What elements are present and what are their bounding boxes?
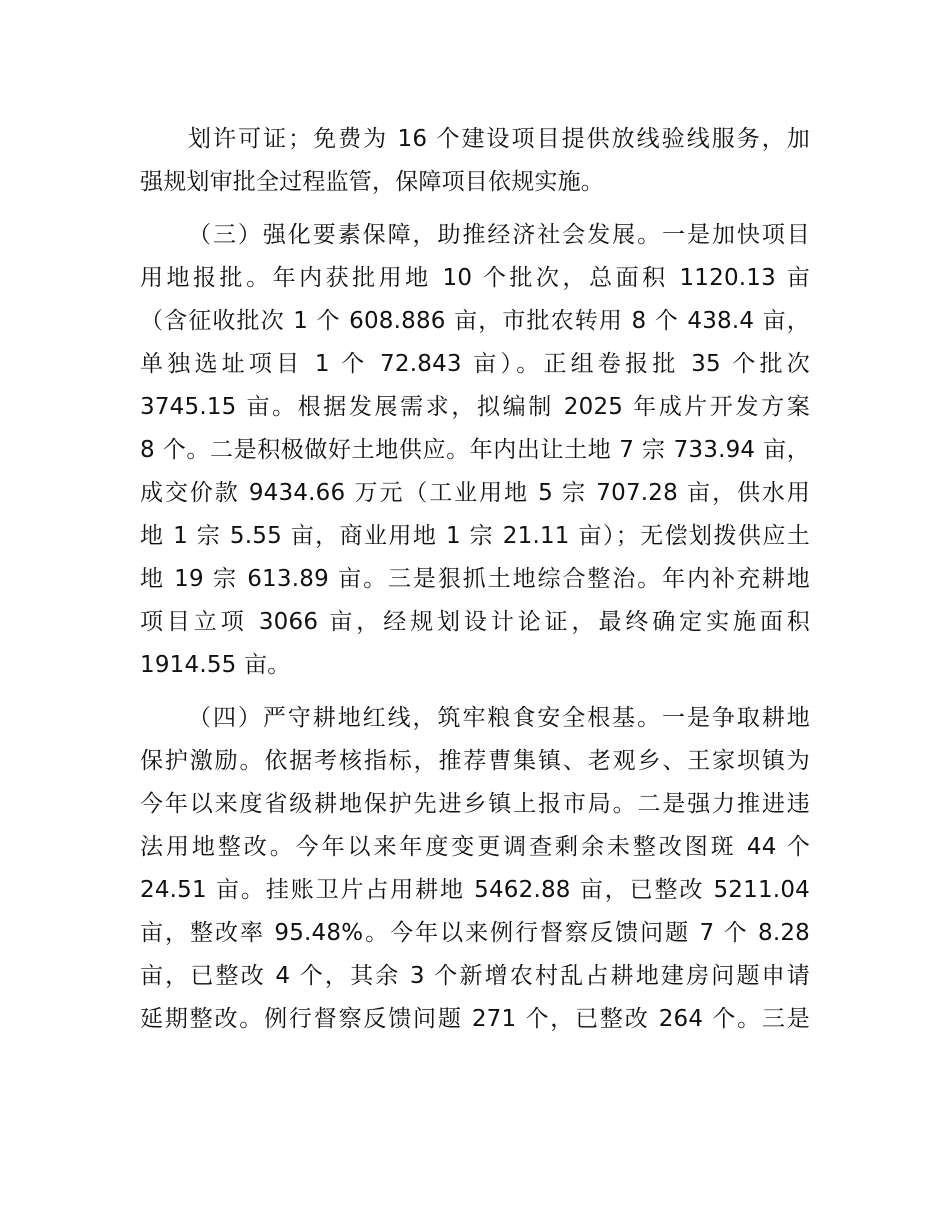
paragraph-2-line-11: 1914.55 亩。 <box>140 652 291 678</box>
paragraph-2-line-10: 项目立项 3066 亩，经规划设计论证，最终确定实施面积 <box>140 609 810 635</box>
paragraph-2-line-2: 用地报批。年内获批用地 10 个批次，总面积 1120.13 亩 <box>140 265 810 291</box>
paragraph-3-line-4: 法用地整改。今年以来年度变更调查剩余未整改图斑 44 个 <box>140 834 810 860</box>
paragraph-3-line-5: 24.51 亩。挂账卫片占用耕地 5462.88 亩，已整改 5211.04 <box>140 877 810 903</box>
paragraph-2-line-8: 地 1 宗 5.55 亩，商业用地 1 宗 21.11 亩）；无偿划拨供应土 <box>140 523 810 549</box>
paragraph-2-line-9: 地 19 宗 613.89 亩。三是狠抓土地综合整治。年内补充耕地 <box>140 566 810 592</box>
paragraph-3-line-2: 保护激励。依据考核指标，推荐曹集镇、老观乡、王家坝镇为 <box>140 748 810 774</box>
paragraph-3-line-7: 亩，已整改 4 个，其余 3 个新增农村乱占耕地建房问题申请 <box>140 963 810 989</box>
paragraph-3-line-3: 今年以来度省级耕地保护先进乡镇上报市局。二是强力推进违 <box>140 791 810 817</box>
paragraph-2-line-3: （含征收批次 1 个 608.886 亩，市批农转用 8 个 438.4 亩， <box>140 308 810 334</box>
paragraph-3-line-1: （四）严守耕地红线，筑牢粮食安全根基。一是争取耕地 <box>188 705 810 731</box>
paragraph-1-line-2: 强规划审批全过程监管，保障项目依规实施。 <box>140 169 604 195</box>
paragraph-3-line-8: 延期整改。例行督察反馈问题 271 个，已整改 264 个。三是 <box>140 1006 810 1032</box>
paragraph-2-line-4: 单独选址项目 1 个 72.843 亩）。正组卷报批 35 个批次 <box>140 351 810 377</box>
paragraph-2-line-7: 成交价款 9434.66 万元（工业用地 5 宗 707.28 亩，供水用 <box>140 480 810 506</box>
paragraph-1-line-1: 划许可证；免费为 16 个建设项目提供放线验线服务，加 <box>188 126 810 152</box>
paragraph-3-line-6: 亩，整改率 95.48%。今年以来例行督察反馈问题 7 个 8.28 <box>140 920 810 946</box>
paragraph-2-line-1: （三）强化要素保障，助推经济社会发展。一是加快项目 <box>188 222 810 248</box>
paragraph-2-line-6: 8 个。二是积极做好土地供应。年内出让土地 7 宗 733.94 亩， <box>140 437 810 463</box>
paragraph-2-line-5: 3745.15 亩。根据发展需求，拟编制 2025 年成片开发方案 <box>140 394 810 420</box>
